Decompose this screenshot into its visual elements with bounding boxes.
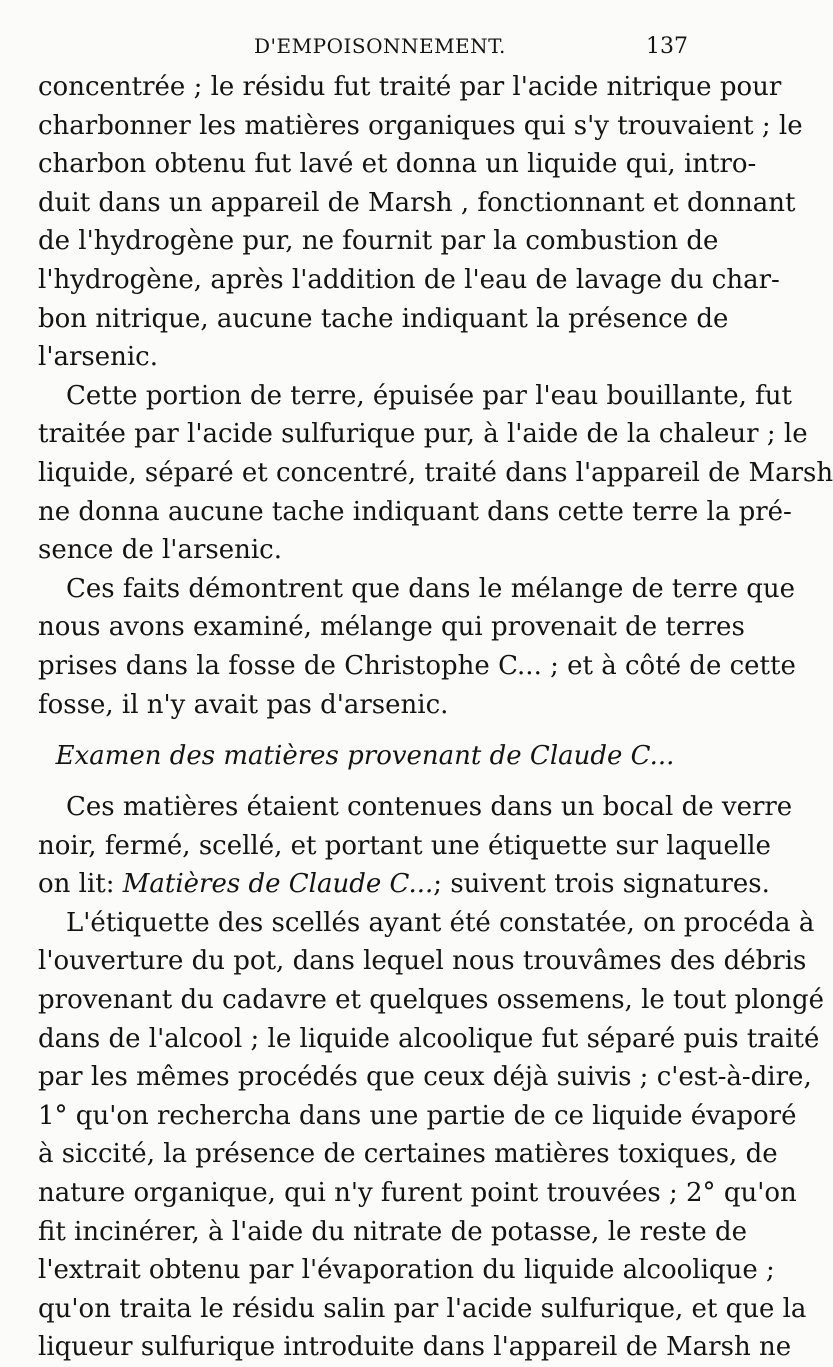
text-line: Ces matières étaient contenues dans un bocal de verre [66,792,793,823]
paragraph-2 [38,377,833,570]
text-line: dans de l'alcool ; le liquide alcoolique fut séparé puis traité [38,1023,820,1054]
text-line: l'arsenic. [38,342,159,373]
text-line: l'ouverture du pot, dans lequel nous trouvâmes des débris [38,946,807,977]
text-line: fit incinérer, à l'aide du nitrate de potasse, le reste de [38,1216,747,1247]
text-line: à siccité, la présence de certaines matières toxiques, de [38,1139,778,1170]
text-line: charbon obtenu fut lavé et donna un liquide qui, intro- [38,149,757,180]
text-line: bon nitrique, aucune tache indiquant la présence de [38,303,729,334]
line-suffix: ; suivent trois signatures. [433,869,770,900]
text-line: Cette portion de terre, épuisée par l'eau bouillante, fut [66,380,792,411]
page-header [38,34,688,68]
text-line: par les mêmes procédés que ceux déjà suivis ; c'est-à-dire, [38,1062,812,1093]
text-line: charbonner les matières organiques qui s'y trouvaient ; le [38,110,803,141]
text-line: nous avons examiné, mélange qui provenait de terres [38,612,745,643]
line-prefix: on lit: [38,869,123,900]
paragraph-5 [38,904,825,1367]
text-line: l'extrait obtenu par l'évaporation du liquide alcoolique ; [38,1255,775,1286]
text-line: concentrée ; le résidu fut traité par l'acide nitrique pour [38,72,782,102]
text-line: l'hydrogène, après l'addition de l'eau de lavage du char- [38,264,780,295]
text-line: liquide, séparé et concentré, traité dans l'appareil de Marsh [38,457,833,488]
text-line: provenant du cadavre et quelques ossemens, le tout plongé [38,985,825,1016]
section-heading: Examen des matières provenant de Claude C... [55,741,675,772]
text-line: prises dans la fosse de Christophe C... ; et à côté de cette [38,650,796,681]
text-line: sence de l'arsenic. [38,535,282,566]
text-line: qu'on traita le résidu salin par l'acide sulfurique, et que la [38,1293,807,1324]
running-head: D'EMPOISONNEMENT. [254,34,506,58]
text-line: de l'hydrogène pur, ne fournit par la combustion de [38,226,719,257]
page-body [38,68,833,1367]
text-line: liqueur sulfurique introduite dans l'appareil de Marsh ne [38,1332,792,1363]
text-line-with-italic [38,865,770,904]
text-line: Ces faits démontrent que dans le mélange de terre que [66,573,796,604]
text-line: L'étiquette des scellés ayant été constatée, on procéda à [66,907,815,938]
text-line: ne donna aucune tache indiquant dans cette terre la pré- [38,496,792,527]
italic-label: Matières de Claude C... [122,869,434,900]
text-line: noir, fermé, scellé, et portant une étiquette sur laquelle [38,830,771,861]
text-line: fosse, il n'y avait pas d'arsenic. [38,689,449,720]
text-line: traitée par l'acide sulfurique pur, à l'aide de la chaleur ; le [38,419,808,450]
page-number: 137 [646,34,688,59]
text-line: nature organique, qui n'y furent point trouvées ; 2° qu'on [38,1178,797,1209]
paragraph-1 [38,68,803,377]
paragraph-4 [38,788,793,904]
text-line: 1° qu'on rechercha dans une partie de ce liquide évaporé [38,1100,797,1131]
paragraph-3 [38,570,796,724]
text-line: duit dans un appareil de Marsh , fonctionnant et donnant [38,187,796,218]
